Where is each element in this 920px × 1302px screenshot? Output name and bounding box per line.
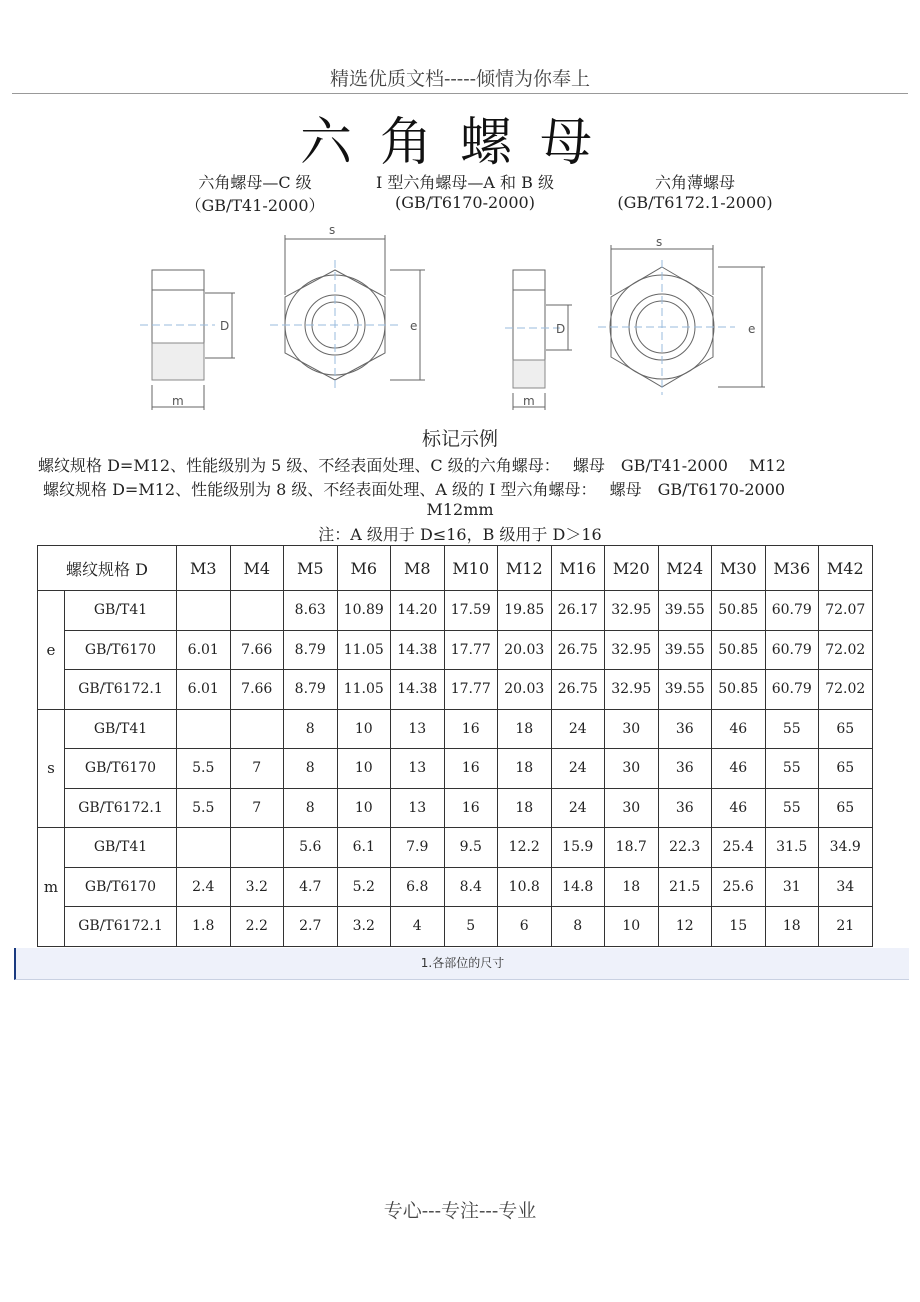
value-cell: 16 [444,709,498,749]
standard-3: 六角薄螺母 (GB/T6172.1-2000) [617,173,773,212]
table-row [38,828,873,868]
label-m-2: m [523,394,535,408]
value-cell: 24 [551,709,605,749]
value-cell: 7.66 [230,670,284,710]
header-size: M4 [230,546,284,591]
standard-cell: GB/T6172.1 [65,788,177,828]
value-cell: 15 [712,907,766,947]
value-cell: 21 [819,907,873,947]
value-cell: 5 [444,907,498,947]
value-cell: 18 [498,788,552,828]
value-cell: 65 [819,749,873,789]
table-header-row [38,546,873,591]
value-cell: 6.01 [177,630,231,670]
value-cell: 10.8 [498,867,552,907]
table-row [38,670,873,710]
standard-cell: GB/T41 [65,591,177,631]
value-cell: 10 [605,907,659,947]
value-cell: 18 [498,709,552,749]
value-cell: 36 [658,749,712,789]
label-D-1: D [220,319,230,333]
value-cell: 10 [337,788,391,828]
header-size: M5 [284,546,338,591]
value-cell: 55 [765,709,819,749]
value-cell: 65 [819,788,873,828]
value-cell: 55 [765,788,819,828]
value-cell: 8 [551,907,605,947]
value-cell: 6.01 [177,670,231,710]
value-cell: 10 [337,749,391,789]
value-cell: 30 [605,788,659,828]
value-cell: 4 [391,907,445,947]
value-cell: 7.9 [391,828,445,868]
value-cell: 46 [712,709,766,749]
header-size: M3 [177,546,231,591]
param-cell: e [38,591,65,710]
param-cell: s [38,709,65,828]
value-cell: 8.63 [284,591,338,631]
value-cell: 60.79 [765,670,819,710]
value-cell: 39.55 [658,591,712,631]
value-cell: 36 [658,709,712,749]
value-cell: 8.4 [444,867,498,907]
value-cell: 16 [444,788,498,828]
table-row [38,867,873,907]
value-cell: 31 [765,867,819,907]
value-cell: 13 [391,709,445,749]
value-cell: 5.5 [177,788,231,828]
value-cell: 7.66 [230,630,284,670]
value-cell: 25.4 [712,828,766,868]
header-size: M8 [391,546,445,591]
dimension-table [37,545,873,947]
value-cell: 32.95 [605,630,659,670]
value-cell: 31.5 [765,828,819,868]
value-cell: 8 [284,788,338,828]
table-row [38,788,873,828]
marking-line-2: 螺纹规格 D=M12、性能级别为 8 级、不经表面处理、A 级的 I 型六角螺母： 螺母 GB/T6170-2000 [43,480,786,499]
value-cell: 3.2 [230,867,284,907]
value-cell: 8 [284,749,338,789]
standard-1: 六角螺母—C 级 （GB/T41-2000） [185,173,325,215]
value-cell: 2.4 [177,867,231,907]
value-cell: 34.9 [819,828,873,868]
label-m-1: m [172,394,184,408]
value-cell: 46 [712,749,766,789]
nut-drawings [0,215,920,415]
page-footer: 专心---专注---专业 [383,1200,537,1222]
value-cell: 16 [444,749,498,789]
header-cell-spec: 螺纹规格 D [38,546,177,591]
value-cell: 72.02 [819,630,873,670]
standard-cell: GB/T6170 [65,867,177,907]
header-size: M30 [712,546,766,591]
value-cell: 24 [551,788,605,828]
document-title: 六角螺母 [299,113,620,173]
param-cell: m [38,828,65,947]
standard-cell: GB/T6172.1 [65,670,177,710]
table-row [38,630,873,670]
value-cell: 34 [819,867,873,907]
value-cell: 15.9 [551,828,605,868]
value-cell [177,591,231,631]
value-cell: 18 [498,749,552,789]
header-size: M20 [605,546,659,591]
page-header: 精选优质文档-----倾情为你奉上 [329,68,591,90]
header-size: M36 [765,546,819,591]
value-cell: 30 [605,709,659,749]
value-cell: 50.85 [712,630,766,670]
standard-cell: GB/T6170 [65,630,177,670]
value-cell: 39.55 [658,630,712,670]
label-s-2: s [656,235,663,249]
value-cell: 4.7 [284,867,338,907]
table-row [38,591,873,631]
value-cell: 46 [712,788,766,828]
value-cell: 6.8 [391,867,445,907]
header-size: M24 [658,546,712,591]
value-cell: 26.75 [551,670,605,710]
label-e-1: e [410,319,418,333]
value-cell: 22.3 [658,828,712,868]
value-cell: 24 [551,749,605,789]
value-cell: 32.95 [605,670,659,710]
value-cell [230,828,284,868]
value-cell: 20.03 [498,670,552,710]
standard-cell: GB/T41 [65,709,177,749]
value-cell: 17.77 [444,670,498,710]
value-cell: 39.55 [658,670,712,710]
value-cell: 5.6 [284,828,338,868]
value-cell: 20.03 [498,630,552,670]
header-size: M42 [819,546,873,591]
value-cell: 50.85 [712,670,766,710]
value-cell: 10.89 [337,591,391,631]
value-cell: 11.05 [337,630,391,670]
value-cell [177,828,231,868]
value-cell: 6 [498,907,552,947]
value-cell: 8.79 [284,670,338,710]
value-cell: 18 [765,907,819,947]
nut-side-view-1 [140,270,235,410]
value-cell: 72.07 [819,591,873,631]
value-cell: 2.7 [284,907,338,947]
header-size: M12 [498,546,552,591]
value-cell: 1.8 [177,907,231,947]
nut-side-view-2 [505,270,572,410]
header-size: M16 [551,546,605,591]
table-row [38,749,873,789]
value-cell: 7 [230,749,284,789]
nut-front-view-1 [270,235,425,390]
header-divider [12,93,908,94]
value-cell: 14.38 [391,670,445,710]
header-size: M10 [444,546,498,591]
label-s-1: s [329,223,336,237]
value-cell: 6.1 [337,828,391,868]
label-e-2: e [748,322,756,336]
value-cell: 5.2 [337,867,391,907]
value-cell: 14.20 [391,591,445,631]
value-cell: 72.02 [819,670,873,710]
value-cell: 14.38 [391,630,445,670]
standard-cell: GB/T6170 [65,749,177,789]
value-cell: 26.17 [551,591,605,631]
marking-line-3: M12mm [426,500,494,519]
value-cell: 2.2 [230,907,284,947]
value-cell: 21.5 [658,867,712,907]
marking-line-1: 螺纹规格 D=M12、性能级别为 5 级、不经表面处理、C 级的六角螺母： 螺母 GB/T41-2000 M12 [38,456,786,475]
value-cell: 36 [658,788,712,828]
figure-caption-bar: 1.各部位的尺寸 [14,948,909,980]
value-cell: 60.79 [765,591,819,631]
value-cell: 30 [605,749,659,789]
marking-heading: 标记示例 [421,428,498,450]
value-cell: 12 [658,907,712,947]
value-cell [230,709,284,749]
value-cell: 18 [605,867,659,907]
value-cell [177,709,231,749]
standard-cell: GB/T6172.1 [65,907,177,947]
value-cell: 14.8 [551,867,605,907]
nut-front-view-2 [598,245,765,395]
value-cell: 9.5 [444,828,498,868]
value-cell: 55 [765,749,819,789]
value-cell: 8 [284,709,338,749]
header-size: M6 [337,546,391,591]
value-cell: 8.79 [284,630,338,670]
table-row [38,709,873,749]
value-cell: 11.05 [337,670,391,710]
value-cell: 13 [391,788,445,828]
value-cell: 17.77 [444,630,498,670]
value-cell: 10 [337,709,391,749]
value-cell: 7 [230,788,284,828]
value-cell: 26.75 [551,630,605,670]
value-cell: 3.2 [337,907,391,947]
value-cell: 50.85 [712,591,766,631]
value-cell: 32.95 [605,591,659,631]
value-cell: 5.5 [177,749,231,789]
value-cell: 19.85 [498,591,552,631]
standard-cell: GB/T41 [65,828,177,868]
standard-2: I 型六角螺母—A 和 B 级 (GB/T6170-2000) [376,173,554,212]
value-cell [230,591,284,631]
value-cell: 60.79 [765,630,819,670]
value-cell: 65 [819,709,873,749]
value-cell: 13 [391,749,445,789]
value-cell: 17.59 [444,591,498,631]
marking-note: 注：A 级用于 D≤16，B 级用于 D＞16 [318,525,602,544]
table-row [38,907,873,947]
value-cell: 25.6 [712,867,766,907]
value-cell: 18.7 [605,828,659,868]
label-D-2: D [556,322,566,336]
value-cell: 12.2 [498,828,552,868]
